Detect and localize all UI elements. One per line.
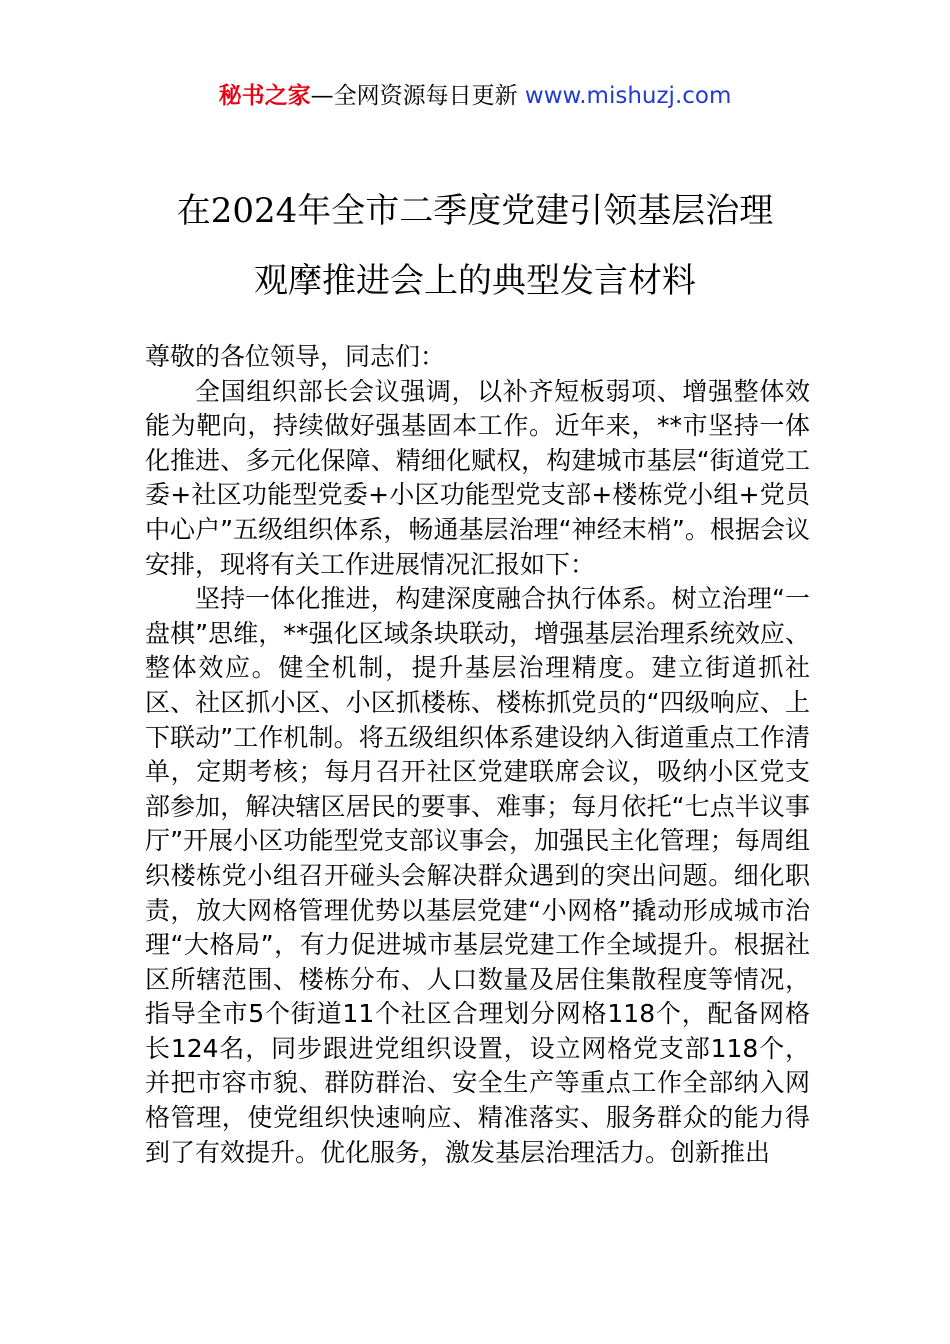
paragraph-integration: 坚持一体化推进，构建深度融合执行体系。树立治理“一盘棋”思维，**强化区域条块联动，增强基层治理系统效应、整体效应。健全机制，提升基层治理精度。建立街道抓社区、社区抓小区、小区抓楼栋、楼栋抓党员的“四级响应、上下联动”工作机制。将五级组织体系建设纳入街道重点工作清单，定期考核；每月召开社区党建联席会议，吸纳小区党支部参加，解决辖区居民的要事、难事；每月依托“七点半议事厅”开展小区功能型党支部议事会，加强民主化管理；每周组织楼栋党小组召开碰头会解决群众遇到的突出问题。细化职责，放大网格管理优势以基层党建“小网格”撬动形成城市治理“大格局”，有力促进城市基层党建工作全域提升。根据社区所辖范围、楼栋分布、人口数量及居住集散程度等情况，指导全市5个街道11个社区合理划分网格118个，配备网格长124名，同步跟进党组织设置，设立网格党支部118个，并把市容市貌、群防群治、安全生产等重点工作全部纳入网格管理，使党组织快速响应、精准落实、服务群众的能力得到了有效提升。优化服务，激发基层治理活力。创新推出 bbox=[145, 584, 810, 1167]
document-body bbox=[145, 340, 810, 1170]
paragraph-intro: 全国组织部长会议强调，以补齐短板弱项、增强整体效能为靶向，持续做好强基固本工作。近年来，**市坚持一体化推进、多元化保障、精细化赋权，构建城市基层“街道党工委+社区功能型党委+小区功能型党支部+楼栋党小组+党员中心户”五级组织体系，畅通基层治理“神经末梢”。根据会议安排，现将有关工作进展情况汇报如下： bbox=[145, 376, 810, 579]
title-line-1: 在2024年全市二季度党建引领基层治理 bbox=[176, 191, 774, 231]
document-title bbox=[0, 176, 950, 316]
site-brand: 秘书之家 bbox=[218, 83, 311, 109]
salutation: 尊敬的各位领导，同志们： bbox=[145, 342, 446, 371]
title-line-2: 观摩推进会上的典型发言材料 bbox=[254, 261, 696, 301]
site-url-link[interactable]: www.mishuzj.com bbox=[524, 83, 732, 109]
site-header bbox=[0, 80, 950, 112]
site-tagline: —全网资源每日更新 bbox=[310, 83, 525, 109]
